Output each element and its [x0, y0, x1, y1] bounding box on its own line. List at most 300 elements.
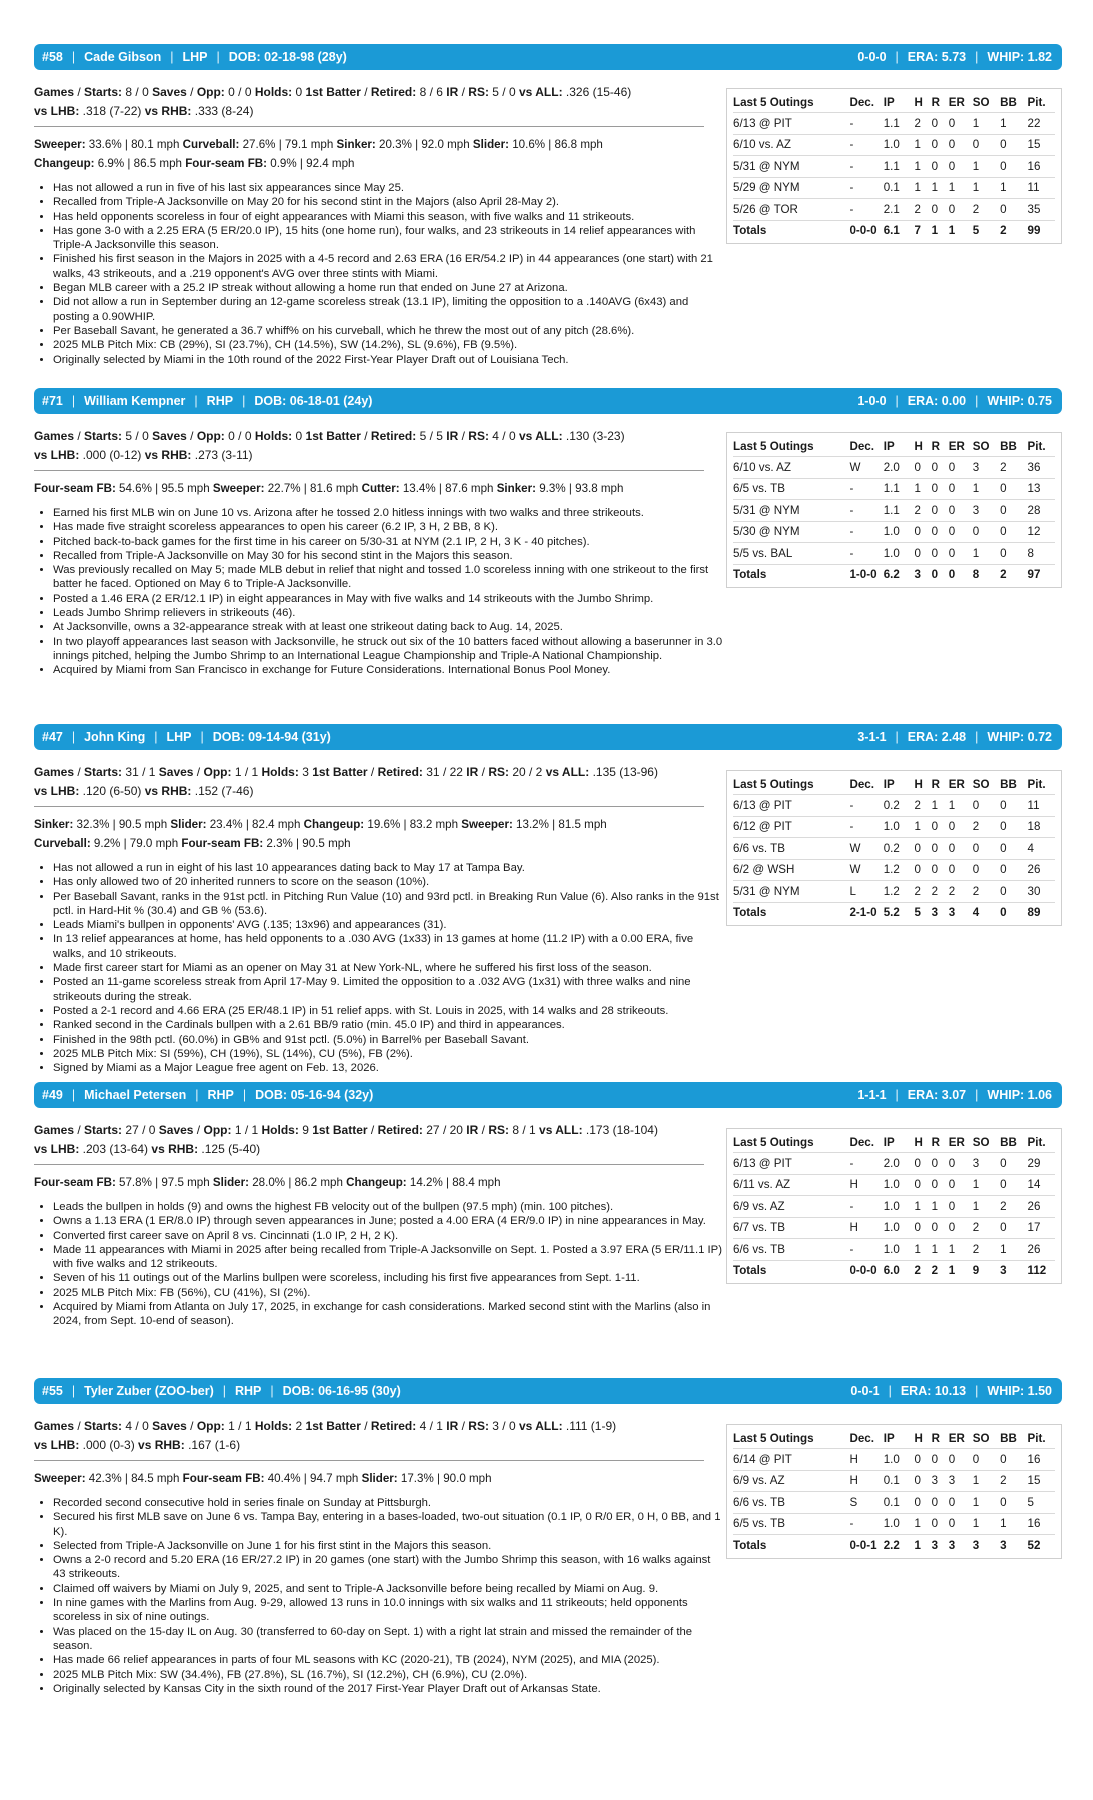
outing-cell: 1.0	[884, 1174, 915, 1196]
player-header-right	[857, 394, 1052, 408]
stat-value: 0	[292, 429, 306, 443]
outing-cell: 0	[932, 1513, 949, 1535]
outing-cell: 0	[1000, 1217, 1027, 1239]
whip: WHIP: 1.06	[987, 1088, 1052, 1102]
outing-cell: 0	[1000, 838, 1027, 860]
outing-cell: 1	[915, 156, 932, 178]
stat-label: Sinker:	[34, 818, 74, 831]
outing-cell: 0	[1000, 521, 1027, 543]
outing-total-cell: 99	[1028, 220, 1055, 241]
note-item: • Posted an 11-game scoreless streak from April 17-May 9. Limited the opposition to a .032 AVG (1x31) with three walks and nine strikeouts during the streak.	[53, 975, 724, 1004]
outings-header-cell: R	[931, 439, 941, 453]
outing-cell: 0	[932, 1174, 949, 1196]
stat-label: vs ALL:	[519, 429, 563, 443]
player-header-left	[42, 1384, 401, 1398]
stat-value: 14.2% | 88.4 mph	[406, 1176, 501, 1189]
stat-value: .318 (7-22)	[79, 104, 145, 118]
note-item: • 2025 MLB Pitch Mix: FB (56%), CU (41%), SI (2%).	[53, 1286, 724, 1300]
outings-header-cell: BB	[1000, 777, 1017, 791]
stat-value: 4 / 0	[488, 429, 519, 443]
outing-row	[733, 134, 1055, 156]
outing-cell: W	[849, 838, 883, 860]
note-item: • Has gone 3-0 with a 2.25 ERA (5 ER/20.0 IP), 15 hits (one home run), four walks, and 23 strikeouts in 14 relief appearances with Triple-A Jacksonville this season.	[53, 224, 724, 253]
outings-totals-row	[733, 902, 1055, 923]
stat-label: vs ALL:	[519, 85, 563, 99]
divider: |	[242, 1088, 247, 1102]
note-item: • In two playoff appearances last season with Jacksonville, he struck out six of the 10 batters faced without allowing a baserunner in 3.0 innings pitched, helping the Jumbo Shrimp to an International League Championship and Triple-A National Championship.	[53, 635, 724, 664]
outings-totals-row	[733, 564, 1055, 585]
divider: |	[888, 1384, 892, 1398]
stat-label: Slider:	[472, 138, 509, 151]
outing-cell: -	[849, 199, 883, 221]
outings-header-cell: Last 5 Outings	[733, 1431, 814, 1445]
outings-header-cell: Pit.	[1027, 95, 1046, 109]
win-loss-save: 1-0-0	[857, 394, 887, 408]
pitch-mix-line	[34, 815, 724, 834]
stat-value: .120 (6-50)	[79, 784, 145, 798]
stat-value: /	[74, 85, 85, 99]
stat-label: vs LHB:	[34, 1438, 80, 1452]
outing-cell: 29	[1028, 1153, 1055, 1175]
outing-cell: 0	[949, 1513, 973, 1535]
player-header-left	[42, 394, 372, 408]
outing-cell: 6/5 vs. TB	[733, 478, 849, 500]
outing-cell: 1	[973, 1492, 1000, 1514]
stat-label: Opp:	[203, 1123, 232, 1137]
outing-cell: 0	[949, 1217, 973, 1239]
outing-cell: 0	[932, 838, 949, 860]
stat-label: Opp:	[196, 1419, 225, 1433]
outing-total-cell: 1	[949, 1260, 973, 1281]
stat-label: Sweeper:	[34, 138, 86, 151]
stat-value: .000 (0-3)	[79, 1438, 139, 1452]
outings-header-cell: BB	[1000, 1431, 1017, 1445]
notes-list	[34, 861, 724, 1075]
outing-cell: 6/6 vs. TB	[733, 1492, 849, 1514]
stat-value: 9	[298, 1123, 313, 1137]
player-header-right	[857, 1088, 1052, 1102]
outing-cell: 0	[973, 795, 1000, 817]
outings-header-row	[733, 92, 1055, 113]
outing-row	[733, 457, 1055, 479]
stat-value: .167 (1-6)	[184, 1438, 241, 1452]
stat-value: .152 (7-46)	[191, 784, 254, 798]
stat-value: /	[478, 765, 489, 779]
outing-cell: 0	[973, 134, 1000, 156]
note-item: • Did not allow a run in September during an 12-game scoreless streak (13.1 IP), limiting the opposition to a .140AVG (6x43) and posting a 0.90WHIP.	[53, 295, 724, 324]
outing-cell: 17	[1028, 1217, 1055, 1239]
outing-cell: 11	[1028, 177, 1055, 199]
player-name: William Kempner	[84, 394, 186, 408]
outings-header-cell: R	[931, 1431, 941, 1445]
outings-table	[733, 1132, 1055, 1281]
outing-cell: 0	[932, 134, 949, 156]
outings-header-cell: Dec.	[849, 777, 874, 791]
outing-cell: L	[849, 881, 883, 903]
player-header-left	[42, 50, 347, 64]
outings-header-cell: Last 5 Outings	[733, 1135, 814, 1149]
stat-value: 1 / 1	[231, 1123, 262, 1137]
outing-cell: 0	[915, 1217, 932, 1239]
whip: WHIP: 1.50	[987, 1384, 1052, 1398]
era: ERA: 0.00	[907, 394, 967, 408]
outing-cell: 0	[1000, 500, 1027, 522]
outing-cell: 16	[1028, 156, 1055, 178]
note-item: • Per Baseball Savant, he generated a 36.7 whiff% on his curveball, which he threw the most out of any pitch (28.6%).	[53, 324, 724, 338]
outing-total-cell: 8	[973, 564, 1000, 585]
outing-cell: 8	[1028, 543, 1055, 565]
outings-table	[733, 92, 1055, 241]
usage-stats	[34, 1417, 724, 1436]
outing-cell: 6/14 @ PIT	[733, 1449, 849, 1471]
outing-row	[733, 1217, 1055, 1239]
outing-cell: 1.1	[884, 156, 915, 178]
outing-cell: 0	[1000, 1492, 1027, 1514]
outing-cell: 3	[949, 1470, 973, 1492]
outing-cell: 0	[949, 113, 973, 135]
outing-cell: 0.2	[884, 838, 915, 860]
outings-header-row	[733, 1132, 1055, 1153]
outing-cell: 2	[1000, 457, 1027, 479]
win-loss-save: 1-1-1	[857, 1088, 887, 1102]
stat-value: /	[74, 1123, 85, 1137]
outing-total-cell: Totals	[733, 220, 849, 241]
stat-value: 42.3% | 84.5 mph	[85, 1472, 183, 1485]
outing-row	[733, 1239, 1055, 1261]
stat-label: RS:	[488, 765, 509, 779]
outing-cell: 0	[1000, 1153, 1027, 1175]
stat-label: Changeup:	[303, 818, 365, 831]
note-item: • 2025 MLB Pitch Mix: SI (59%), CH (19%), SL (14%), CU (5%), FB (2%).	[53, 1047, 724, 1061]
outing-cell: 0	[973, 1449, 1000, 1471]
outing-cell: 0	[949, 816, 973, 838]
note-item: • Owns a 2-0 record and 5.20 ERA (16 ER/27.2 IP) in 20 games (one start) with the Jumbo Shrimp this season, with 16 walks against 43 strikeouts.	[53, 1553, 724, 1582]
stat-label: Games	[34, 85, 75, 99]
outing-cell: 6/13 @ PIT	[733, 1153, 849, 1175]
outing-cell: 15	[1028, 1470, 1055, 1492]
outing-cell: -	[849, 816, 883, 838]
divider-line	[34, 126, 704, 127]
outing-cell: 1	[973, 1196, 1000, 1218]
outing-cell: 0	[932, 1449, 949, 1471]
stat-value: /	[193, 1123, 204, 1137]
outings-header-cell: SO	[972, 1135, 990, 1149]
outing-total-cell: 6.2	[884, 564, 915, 585]
outing-cell: 1.0	[884, 521, 915, 543]
stat-value: 3 / 0	[488, 1419, 519, 1433]
stat-value: 23.4% | 82.4 mph	[206, 818, 304, 831]
stat-value: /	[360, 1419, 371, 1433]
stat-label: Sinker:	[336, 138, 376, 151]
outing-cell: 6/11 vs. AZ	[733, 1174, 849, 1196]
note-item: • Owns a 1.13 ERA (1 ER/8.0 IP) through seven appearances in June; posted a 4.00 ERA (4 ER/9.0 IP) in nine appearances in May.	[53, 1214, 724, 1228]
note-item: • Per Baseball Savant, ranks in the 91st pctl. in Pitching Run Value (10) and 93rd pctl. in Breaking Run Value (6). Also ranks in the 91st pctl. in Hard-Hit % (30.4) and GB % (53.6).	[53, 890, 724, 919]
outing-cell: 3	[973, 500, 1000, 522]
outing-total-cell: Totals	[733, 564, 849, 585]
stat-label: Curveball:	[182, 138, 240, 151]
note-item: • Recalled from Triple-A Jacksonville on May 30 for his second stint in the Majors this season.	[53, 549, 724, 563]
divider: |	[194, 394, 198, 408]
usage-stats	[34, 763, 724, 782]
note-item: • Originally selected by Miami in the 10th round of the 2022 First-Year Player Draft out of Louisiana Tech.	[53, 353, 724, 367]
stat-label: 1st Batter	[312, 765, 368, 779]
last-5-outings-box	[726, 1424, 1062, 1559]
outing-cell: 1	[915, 1513, 932, 1535]
outing-cell: 1	[1000, 177, 1027, 199]
outing-cell: 1	[949, 1239, 973, 1261]
stat-label: Retired:	[377, 1123, 423, 1137]
stat-value: .111 (1-9)	[562, 1419, 617, 1433]
outing-cell: 2	[915, 795, 932, 817]
outing-total-cell: 2	[1000, 564, 1027, 585]
stat-label: Starts:	[84, 1419, 123, 1433]
outing-cell: 0	[1000, 1449, 1027, 1471]
outing-cell: 0	[915, 1174, 932, 1196]
player-name: Michael Petersen	[84, 1088, 187, 1102]
stat-value: /	[360, 429, 371, 443]
outing-total-cell: 4	[973, 902, 1000, 923]
outings-header-cell: SO	[972, 777, 990, 791]
outing-total-cell: 0	[949, 564, 973, 585]
outing-cell: 1.0	[884, 543, 915, 565]
stat-value: 2.3% | 90.5 mph	[263, 837, 351, 850]
outing-row	[733, 816, 1055, 838]
notes-list	[34, 181, 724, 367]
stat-label: Games	[34, 765, 75, 779]
stat-value: /	[74, 1419, 85, 1433]
player-name: John King	[84, 730, 146, 744]
note-item: • Was placed on the 15-day IL on Aug. 30 (transferred to 60-day on Sept. 1) with a right lat strain and missed the remainder of the season.	[53, 1625, 724, 1654]
outing-cell: 1.1	[884, 500, 915, 522]
stat-label: vs RHB:	[138, 1438, 185, 1452]
stat-label: vs LHB:	[34, 104, 80, 118]
outing-cell: -	[849, 521, 883, 543]
outing-cell: 0	[915, 543, 932, 565]
outing-cell: -	[849, 1153, 883, 1175]
outing-total-cell: 6.1	[884, 220, 915, 241]
stat-label: Opp:	[203, 765, 232, 779]
stat-value: 20 / 2	[508, 765, 546, 779]
stat-label: IR	[446, 1419, 459, 1433]
note-item: • Began MLB career with a 25.2 IP streak without allowing a home run that ended on June 27 at Arizona.	[53, 281, 724, 295]
divider: |	[270, 1384, 274, 1398]
outing-cell: 2	[973, 1217, 1000, 1239]
note-item: • Pitched back-to-back games for the first time in his career on 5/30-31 at NYM (2.1 IP, 2 H, 3 K - 40 pitches).	[53, 535, 724, 549]
outing-cell: 0	[973, 838, 1000, 860]
stat-label: vs RHB:	[144, 104, 192, 118]
stat-value: 20.3% | 92.0 mph	[375, 138, 473, 151]
stat-label: Four-seam FB:	[182, 1472, 265, 1485]
stat-value: .326 (15-46)	[562, 85, 632, 99]
stat-label: Retired:	[377, 765, 423, 779]
outing-cell: 6/12 @ PIT	[733, 816, 849, 838]
player-header	[34, 1082, 1062, 1108]
outing-cell: 6/9 vs. AZ	[733, 1470, 849, 1492]
outing-cell: 0	[915, 838, 932, 860]
outing-cell: 3	[973, 1153, 1000, 1175]
outings-header-cell: ER	[948, 95, 965, 109]
stat-label: RS:	[488, 1123, 509, 1137]
outing-cell: 3	[973, 457, 1000, 479]
note-item: • Has only allowed two of 20 inherited runners to score on the season (10%).	[53, 875, 724, 889]
stat-label: Four-seam FB:	[181, 837, 264, 850]
usage-stats	[34, 1121, 724, 1140]
pitch-mix-line	[34, 479, 724, 498]
stat-value: .135 (13-96)	[589, 765, 658, 779]
outings-header-cell: R	[931, 777, 941, 791]
pitch-mix-line	[34, 135, 724, 154]
player-header	[34, 44, 1062, 70]
stat-value: 31 / 22	[422, 765, 467, 779]
outing-cell: 0	[973, 859, 1000, 881]
outing-cell: 1	[915, 1196, 932, 1218]
outing-cell: 1	[973, 1470, 1000, 1492]
divider: |	[975, 1384, 979, 1398]
jersey-number: #71	[42, 394, 63, 408]
outing-cell: 0.1	[884, 1470, 915, 1492]
outings-header-cell: Dec.	[849, 1135, 874, 1149]
outing-cell: 1	[973, 113, 1000, 135]
outing-cell: 3	[932, 1470, 949, 1492]
stat-value: 8 / 0	[122, 85, 153, 99]
outings-header-row	[733, 436, 1055, 457]
outing-row	[733, 177, 1055, 199]
outing-cell: 0	[949, 1492, 973, 1514]
outing-cell: 1	[973, 177, 1000, 199]
stat-label: Opp:	[196, 85, 225, 99]
stat-value: .130 (3-23)	[562, 429, 625, 443]
stat-label: Four-seam FB:	[34, 482, 116, 495]
divider: |	[154, 730, 158, 744]
stat-value: /	[360, 85, 371, 99]
stat-value: 2	[292, 1419, 306, 1433]
outing-cell: 5/30 @ NYM	[733, 521, 849, 543]
outings-header-cell: Last 5 Outings	[733, 439, 814, 453]
player-details	[34, 70, 724, 367]
outing-cell: 22	[1028, 113, 1055, 135]
stat-label: RS:	[468, 1419, 489, 1433]
outing-cell: 5/31 @ NYM	[733, 500, 849, 522]
outing-cell: 0.1	[884, 1492, 915, 1514]
note-item: • Ranked second in the Cardinals bullpen with a 2.61 BB/9 ratio (min. 45.0 IP) and third in appearances.	[53, 1018, 724, 1032]
outing-cell: 0	[1000, 1174, 1027, 1196]
outing-cell: 0	[949, 500, 973, 522]
outing-cell: 2	[1000, 1196, 1027, 1218]
outing-cell: H	[849, 1470, 883, 1492]
outing-total-cell: 3	[1000, 1535, 1027, 1556]
stat-value: 27.6% | 79.1 mph	[239, 138, 337, 151]
player-header	[34, 724, 1062, 750]
outing-cell: 5/31 @ NYM	[733, 881, 849, 903]
outing-cell: 16	[1028, 1449, 1055, 1471]
outing-cell: 0	[932, 1217, 949, 1239]
note-item: • Seven of his 11 outings out of the Marlins bullpen were scoreless, including his first five appearances from Sept. 1-11.	[53, 1271, 724, 1285]
outing-row	[733, 1470, 1055, 1492]
outings-header-cell: ER	[948, 1431, 965, 1445]
stat-value: 32.3% | 90.5 mph	[73, 818, 171, 831]
outings-header-cell: Pit.	[1027, 1431, 1046, 1445]
divider: |	[895, 730, 899, 744]
outing-cell: 16	[1028, 1513, 1055, 1535]
note-item: • At Jacksonville, owns a 32-appearance streak with at least one strikeout dating back to Aug. 14, 2025.	[53, 620, 724, 634]
outing-cell: 2	[949, 881, 973, 903]
outing-cell: 6/2 @ WSH	[733, 859, 849, 881]
stat-value: 4 / 0	[122, 1419, 153, 1433]
outing-cell: 6/9 vs. AZ	[733, 1196, 849, 1218]
note-item: • Secured his first MLB save on June 6 vs. Tampa Bay, entering in a bases-loaded, two-out situation (0.1 IP, 0 R/0 ER, 0 H, 0 BB, and 1 K).	[53, 1510, 724, 1539]
outing-total-cell: 0-0-0	[849, 220, 883, 241]
stat-value: /	[458, 85, 469, 99]
note-item: • Leads the bullpen in holds (9) and owns the highest FB velocity out of the bullpen (97.5 mph) (min. 100 pitches).	[53, 1200, 724, 1214]
outing-cell: -	[849, 795, 883, 817]
stat-value: 22.7% | 81.6 mph	[264, 482, 362, 495]
outing-total-cell: 3	[915, 564, 932, 585]
stat-label: RS:	[468, 429, 489, 443]
outing-cell: 1.0	[884, 134, 915, 156]
outing-cell: -	[849, 543, 883, 565]
outing-cell: 1	[949, 177, 973, 199]
outings-header-cell: ER	[948, 1135, 965, 1149]
stat-value: 19.6% | 83.2 mph	[364, 818, 462, 831]
outings-header-cell: Pit.	[1027, 1135, 1046, 1149]
divider: |	[975, 50, 979, 64]
player-section-0	[34, 44, 1062, 366]
outing-total-cell: 1	[915, 1535, 932, 1556]
stat-value: 5 / 5	[416, 429, 447, 443]
win-loss-save: 3-1-1	[857, 730, 887, 744]
outing-cell: 5/31 @ NYM	[733, 156, 849, 178]
note-item: • Claimed off waivers by Miami on July 9, 2025, and sent to Triple-A Jacksonville before being recalled by Miami on Aug. 9.	[53, 1582, 724, 1596]
notes-list	[34, 506, 724, 678]
outing-cell: 0	[932, 199, 949, 221]
stat-value: 9.3% | 93.8 mph	[536, 482, 624, 495]
divider: |	[242, 394, 246, 408]
outing-cell: 11	[1028, 795, 1055, 817]
player-header-left	[42, 1088, 373, 1102]
outing-cell: 6/10 vs. AZ	[733, 457, 849, 479]
outing-cell: W	[849, 457, 883, 479]
outing-cell: 4	[1028, 838, 1055, 860]
outing-cell: 2	[915, 199, 932, 221]
stat-value: .125 (5-40)	[198, 1142, 261, 1156]
outing-cell: 1	[932, 177, 949, 199]
stat-label: Slider:	[361, 1472, 398, 1485]
outing-total-cell: 112	[1028, 1260, 1055, 1281]
outings-header-cell: BB	[1000, 439, 1017, 453]
pitch-mix	[34, 815, 724, 853]
stat-label: Four-seam FB:	[34, 1176, 116, 1189]
outing-cell: H	[849, 1217, 883, 1239]
divider-line	[34, 1164, 704, 1165]
outing-row	[733, 795, 1055, 817]
stat-value: 54.6% | 95.5 mph	[115, 482, 213, 495]
outings-header-cell: SO	[972, 439, 990, 453]
outing-cell: S	[849, 1492, 883, 1514]
stat-label: Sinker:	[496, 482, 537, 495]
outing-cell: 0	[932, 478, 949, 500]
outing-cell: 0	[949, 1153, 973, 1175]
stat-label: Games	[34, 429, 75, 443]
era: ERA: 10.13	[900, 1384, 967, 1398]
player-details	[34, 1404, 724, 1696]
outing-cell: 1	[973, 1513, 1000, 1535]
outing-row	[733, 113, 1055, 135]
date-of-birth: DOB: 06-16-95 (30y)	[282, 1384, 401, 1398]
outing-cell: 0	[932, 543, 949, 565]
stat-value: /	[186, 429, 197, 443]
stat-value: 27 / 20	[422, 1123, 467, 1137]
outing-cell: 0	[915, 521, 932, 543]
